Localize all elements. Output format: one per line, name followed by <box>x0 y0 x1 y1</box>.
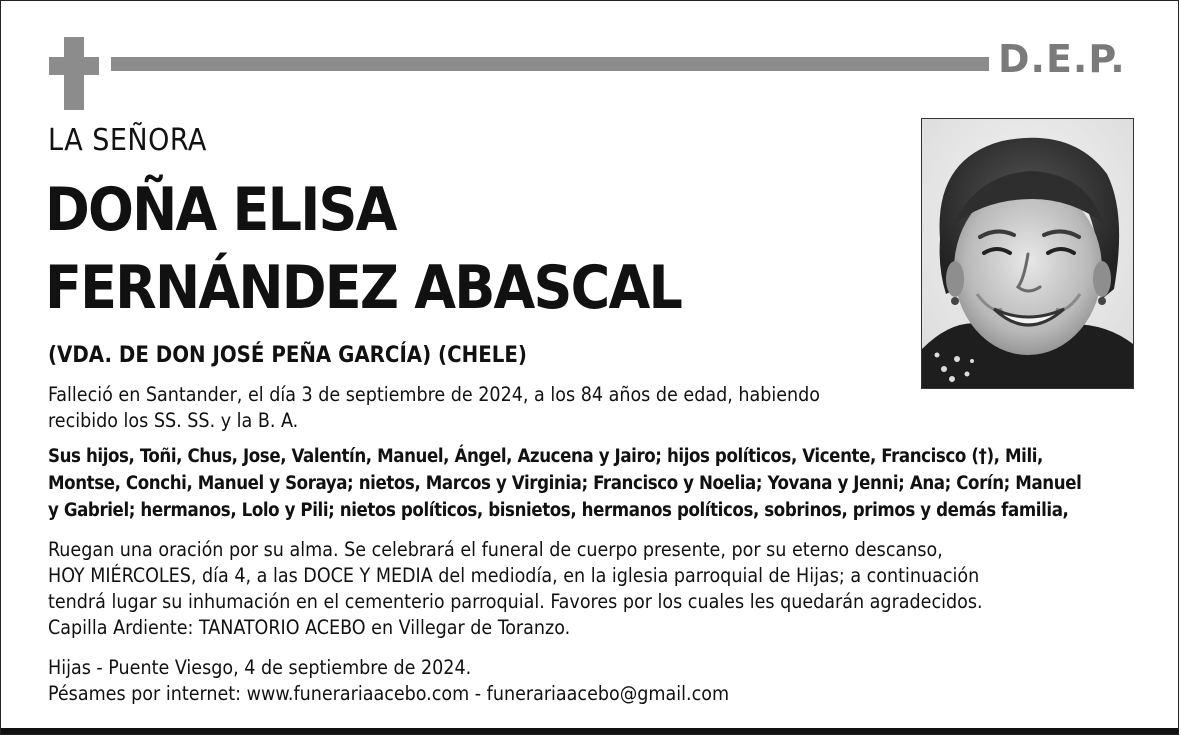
funeral-line: HOY MIÉRCOLES, día 4, a las DOCE Y MEDIA del mediodía, en la iglesia parroquial de Hijas; a continuación <box>48 564 980 587</box>
bottom-border <box>1 728 1178 734</box>
family-line: y Gabriel; hermanos, Lolo y Pili; nietos políticos, bisnietos, hermanos políticos, sobrinos, primos y demás familia, <box>48 500 1069 521</box>
widow-subtitle: (VDA. DE DON JOSÉ PEÑA GARCÍA) (CHELE) <box>48 343 527 368</box>
death-notice <box>48 382 908 434</box>
deceased-name-line2: FERNÁNDEZ ABASCAL <box>45 253 682 323</box>
deceased-name-line1: DOÑA ELISA <box>45 175 396 245</box>
dep-label: D.E.P. <box>998 37 1126 81</box>
funeral-details <box>48 537 1148 641</box>
deceased-name <box>45 171 681 327</box>
family-list <box>48 443 1138 524</box>
funeral-line: Ruegan una oración por su alma. Se celebrará el funeral de cuerpo presente, por su eterno descanso, <box>48 538 943 561</box>
cross-icon <box>49 37 99 110</box>
honorific-prefix: LA SEÑORA <box>48 123 207 158</box>
death-notice-line: recibido los SS. SS. y la B. A. <box>48 409 299 432</box>
header-rule <box>111 57 989 71</box>
family-line: Montse, Conchi, Manuel y Soraya; nietos, Marcos y Virginia; Francisco y Noelia; Yovana y Jenni; Ana; Corín; Manuel <box>48 473 1082 494</box>
footer-info <box>48 655 1148 707</box>
funeral-line: tendrá lugar su inhumación en el cementerio parroquial. Favores por los cuales les quedarán agradecidos. <box>48 590 983 613</box>
portrait-photo <box>921 118 1134 389</box>
funeral-line: Capilla Ardiente: TANATORIO ACEBO en Villegar de Toranzo. <box>48 616 571 639</box>
death-notice-line: Falleció en Santander, el día 3 de septiembre de 2024, a los 84 años de edad, habiendo <box>48 383 821 406</box>
condolences-contact: Pésames por internet: www.funerariaacebo.com - funerariaacebo@gmail.com <box>48 682 730 705</box>
place-date: Hijas - Puente Viesgo, 4 de septiembre de 2024. <box>48 656 472 679</box>
family-line: Sus hijos, Toñi, Chus, Jose, Valentín, Manuel, Ángel, Azucena y Jairo; hijos políticos, Vicente, Francisco (†), Mili, <box>48 446 1043 467</box>
